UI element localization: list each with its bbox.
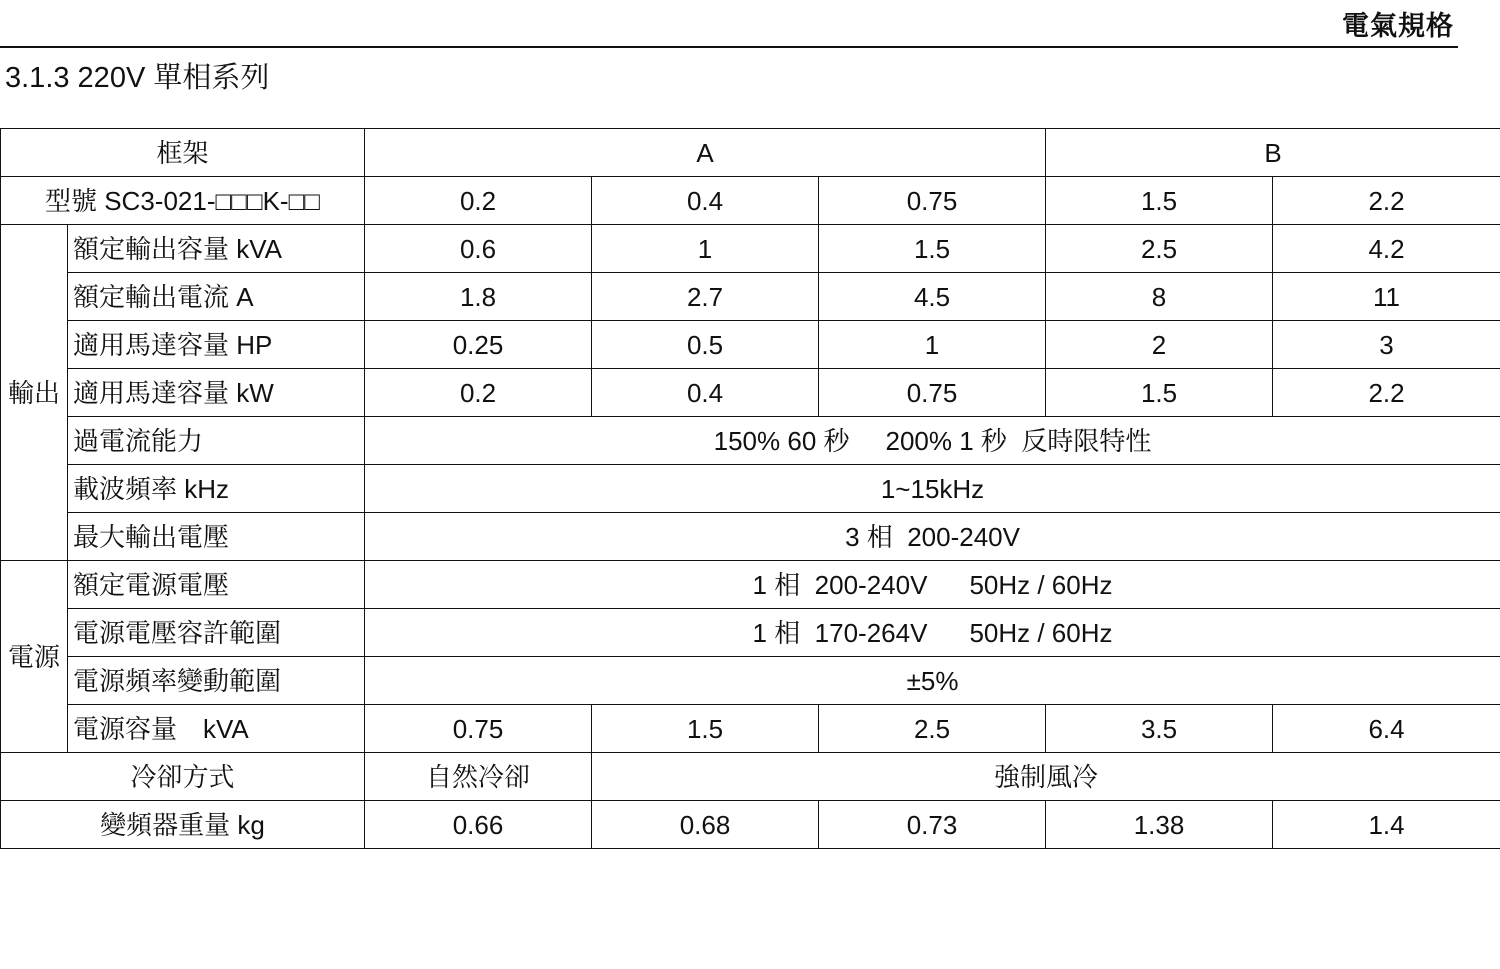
chapter-label: 電氣規格	[1342, 11, 1454, 41]
rated-voltage-range: 1 相 200-240V	[752, 569, 928, 600]
table-row-rated-current	[1, 273, 1500, 321]
table-row-carrier	[1, 465, 1500, 513]
row-label: 適用馬達容量 kW	[68, 369, 365, 417]
table-row-max-voltage	[1, 513, 1500, 561]
row-label: 適用馬達容量 HP	[68, 321, 365, 369]
table-cell: 2.2	[1273, 177, 1500, 225]
row-label: 額定輸出電流 A	[68, 273, 365, 321]
overload-value-a: 150% 60 秒	[713, 425, 850, 456]
overload-value-b: 200% 1 秒	[885, 425, 1007, 456]
table-row-voltage-tolerance	[1, 609, 1500, 657]
table-cell: 0.66	[365, 801, 592, 849]
table-cell: 2.5	[819, 705, 1046, 753]
table-cell: 4.2	[1273, 225, 1500, 273]
voltage-tolerance-value	[365, 609, 1500, 657]
table-cell: 0.2	[365, 177, 592, 225]
table-cell: 0.75	[819, 369, 1046, 417]
table-row-weight	[1, 801, 1500, 849]
table-row-motor-kw	[1, 369, 1500, 417]
table-row-motor-hp	[1, 321, 1500, 369]
rated-voltage-value	[365, 561, 1500, 609]
table-cell: 2.5	[1046, 225, 1273, 273]
table-row-model	[1, 177, 1500, 225]
spec-table	[0, 128, 1500, 849]
table-row-freq-tolerance	[1, 657, 1500, 705]
overload-value-c: 反時限特性	[1021, 425, 1152, 456]
section-title: 3.1.3 220V 單相系列	[5, 62, 270, 94]
max-voltage-value: 3 相 200-240V	[365, 513, 1500, 561]
rated-voltage-freq: 50Hz / 60Hz	[969, 569, 1113, 600]
table-row-rated-capacity	[1, 225, 1500, 273]
row-label: 額定輸出容量 kVA	[68, 225, 365, 273]
voltage-tolerance-freq: 50Hz / 60Hz	[969, 617, 1113, 648]
table-cell: 4.5	[819, 273, 1046, 321]
table-cell: 0.4	[592, 177, 819, 225]
table-cell: 0.2	[365, 369, 592, 417]
table-cell: 6.4	[1273, 705, 1500, 753]
table-row-power-capacity	[1, 705, 1500, 753]
table-cell: 2.2	[1273, 369, 1500, 417]
table-cell: 3	[1273, 321, 1500, 369]
table-row-overload	[1, 417, 1500, 465]
frame-b-cell: B	[1046, 129, 1500, 177]
row-label: 電源容量 kVA	[68, 705, 365, 753]
row-label: 額定電源電壓	[68, 561, 365, 609]
row-label: 電源電壓容許範圍	[68, 609, 365, 657]
row-label: 變頻器重量 kg	[1, 801, 365, 849]
table-cell: 0.6	[365, 225, 592, 273]
table-row-cooling	[1, 753, 1500, 801]
table-cell: 0.75	[365, 705, 592, 753]
row-label: 電源頻率變動範圍	[68, 657, 365, 705]
freq-tolerance-value: ±5%	[365, 657, 1500, 705]
table-cell: 2	[1046, 321, 1273, 369]
table-cell: 1.5	[819, 225, 1046, 273]
table-cell: 2.7	[592, 273, 819, 321]
cooling-forced: 強制風冷	[592, 753, 1500, 801]
table-cell: 0.73	[819, 801, 1046, 849]
model-label: 型號 SC3-021-□□□K-□□	[1, 177, 365, 225]
row-label: 最大輸出電壓	[68, 513, 365, 561]
table-cell: 0.68	[592, 801, 819, 849]
table-cell: 8	[1046, 273, 1273, 321]
overload-value	[365, 417, 1500, 465]
output-group-label: 輸出	[1, 225, 68, 561]
carrier-value: 1~15kHz	[365, 465, 1500, 513]
table-cell: 1.5	[1046, 177, 1273, 225]
table-cell: 1.4	[1273, 801, 1500, 849]
table-cell: 1.8	[365, 273, 592, 321]
cooling-natural: 自然冷卻	[365, 753, 592, 801]
table-cell: 0.75	[819, 177, 1046, 225]
row-label: 過電流能力	[68, 417, 365, 465]
table-cell: 0.5	[592, 321, 819, 369]
power-group-label: 電源	[1, 561, 68, 753]
frame-label: 框架	[1, 129, 365, 177]
table-cell: 1.5	[592, 705, 819, 753]
table-cell: 1	[592, 225, 819, 273]
table-cell: 3.5	[1046, 705, 1273, 753]
voltage-tolerance-range: 1 相 170-264V	[752, 617, 928, 648]
table-cell: 11	[1273, 273, 1500, 321]
frame-a-cell: A	[365, 129, 1046, 177]
table-cell: 1.38	[1046, 801, 1273, 849]
table-cell: 0.25	[365, 321, 592, 369]
table-cell: 0.4	[592, 369, 819, 417]
table-cell: 1	[819, 321, 1046, 369]
row-label: 冷卻方式	[1, 753, 365, 801]
header-divider	[0, 46, 1458, 48]
table-cell: 1.5	[1046, 369, 1273, 417]
table-row-frame	[1, 129, 1500, 177]
table-row-rated-voltage	[1, 561, 1500, 609]
row-label: 載波頻率 kHz	[68, 465, 365, 513]
